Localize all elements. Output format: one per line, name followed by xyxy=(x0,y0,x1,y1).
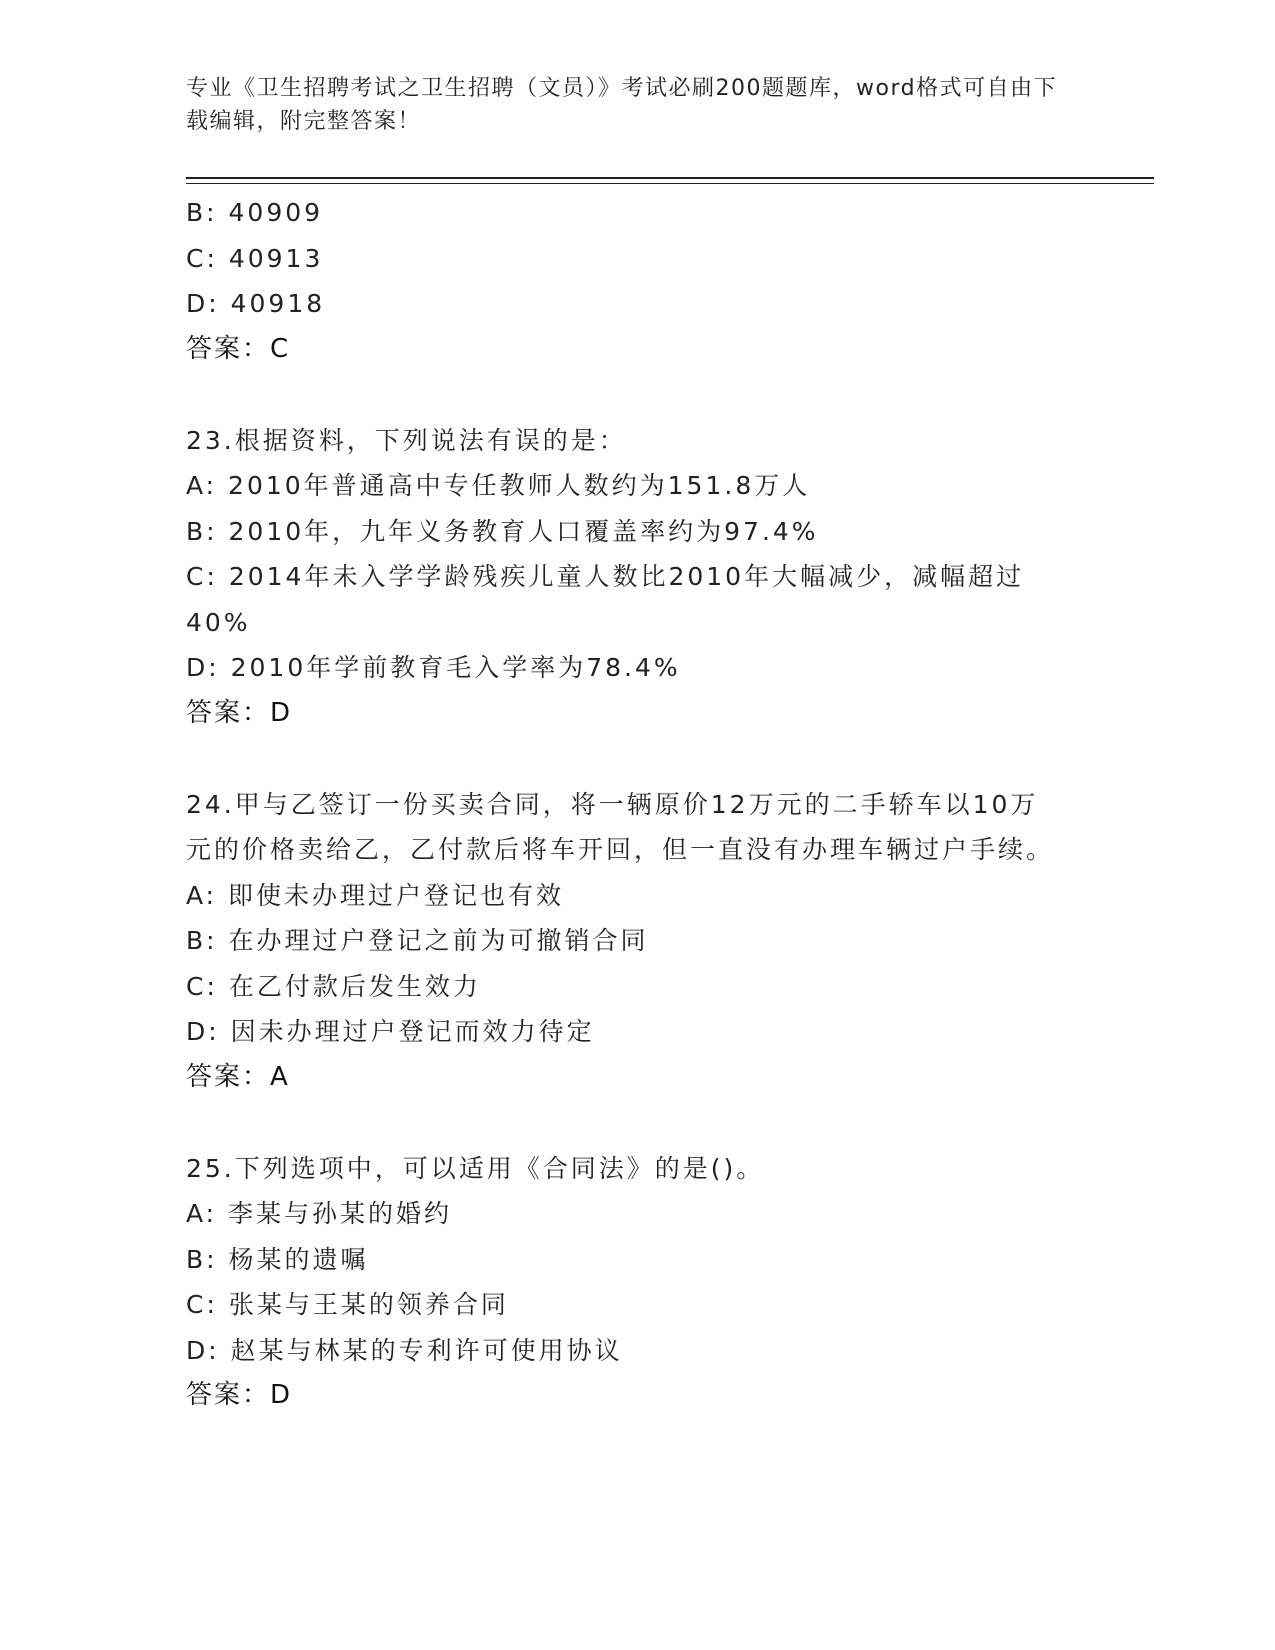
option-c: C: 在乙付款后发生效力 xyxy=(186,971,481,1001)
header-divider-thin xyxy=(186,183,1154,184)
option-c: C: 40913 xyxy=(186,243,324,273)
spacer xyxy=(186,1100,1086,1146)
option-b: B: 2010年，九年义务教育人口覆盖率约为97.4% xyxy=(186,516,819,546)
option-d: D: 赵某与林某的专利许可使用协议 xyxy=(186,1335,623,1365)
option-a: A: 即使未办理过户登记也有效 xyxy=(186,880,565,910)
option-b: B: 40909 xyxy=(186,198,324,227)
answer: 答案：A xyxy=(186,1061,290,1092)
document-header: 专业《卫生招聘考试之卫生招聘（文员）》考试必刷200题题库，word格式可自由下载编辑，附完整答案！ xyxy=(186,76,1058,134)
header-divider-thick xyxy=(186,177,1154,179)
question-25 xyxy=(186,1146,1086,1419)
option-b: B: 在办理过户登记之前为可撤销合同 xyxy=(186,926,649,955)
option-c: C: 2014年未入学学龄残疾儿童人数比2010年大幅减少，减幅超过40% xyxy=(186,562,1025,637)
question-stem: 25.下列选项中，可以适用《合同法》的是()。 xyxy=(186,1153,765,1183)
answer: 答案：D xyxy=(186,697,293,728)
question-24 xyxy=(186,782,1086,1101)
option-d: D: 因未办理过户登记而效力待定 xyxy=(186,1017,595,1046)
question-stem: 24.甲与乙签订一份买卖合同，将一辆原价12万元的二手轿车以10万元的价格卖给乙，乙付款后将车开回，但一直没有办理车辆过户手续。 xyxy=(186,789,1055,864)
option-b: B: 杨某的遗嘱 xyxy=(186,1244,369,1274)
option-c: C: 张某与王某的领养合同 xyxy=(186,1290,509,1319)
option-a: A: 2010年普通高中专任教师人数约为151.8万人 xyxy=(186,471,811,500)
spacer xyxy=(186,372,1086,418)
question-stem: 23.根据资料，下列说法有误的是： xyxy=(186,425,627,455)
option-a: A: 李某与孙某的婚约 xyxy=(186,1199,453,1228)
option-d: D: 2010年学前教育毛入学率为78.4% xyxy=(186,653,681,682)
spacer xyxy=(186,736,1086,782)
option-d: D: 40918 xyxy=(186,289,326,318)
question-23 xyxy=(186,418,1086,737)
answer: 答案：C xyxy=(186,333,291,364)
answer: 答案：D xyxy=(186,1380,293,1410)
question-list xyxy=(186,190,1086,1419)
question-22-tail xyxy=(186,190,1086,372)
